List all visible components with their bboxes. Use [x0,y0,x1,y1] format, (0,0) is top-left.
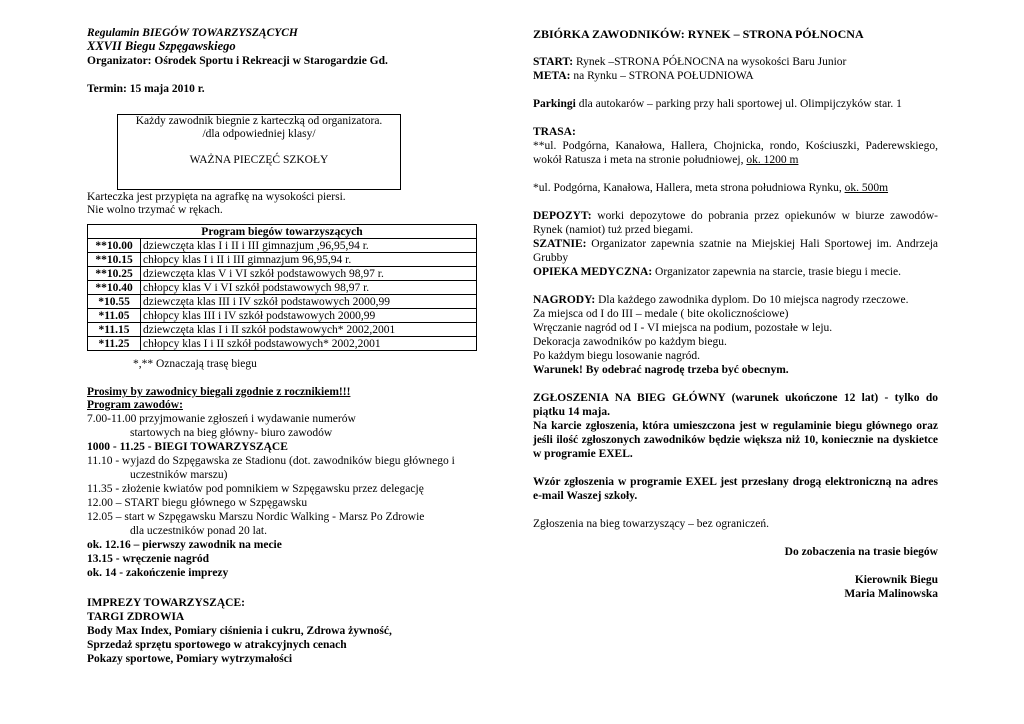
race-desc: dziewczęta klas I i II szkół podstawowych* 2002,2001 [141,323,477,337]
organizer: Organizator: Ośrodek Sportu i Rekreacji w Starogardzie Gd. [87,55,388,67]
awards-info [533,293,908,307]
race-desc: dziewczęta klas I i II i III gimnazjum ,96,95,94 r. [141,239,477,253]
signature-title: Kierownik Biegu [854,574,938,586]
program-item: ok. 12.16 – pierwszy zawodnik na mecie [87,539,282,551]
program-item: 13.15 - wręczenie nagród [87,553,209,565]
lockers-info [533,237,938,265]
race-time: *11.15 [88,323,141,337]
table-row [88,309,477,323]
table-row [88,281,477,295]
card-note-2: Nie wolno trzymać w rękach. [87,204,223,216]
events-item: Sprzedaż sprzętu sportowego w atrakcyjnych cenach [87,639,347,651]
deposit-info [533,209,938,237]
table-header: Program biegów towarzyszących [88,225,477,239]
request-note: Prosimy by zawodnicy biegali zgodnie z rocznikiem!!! [87,386,351,398]
route-long-distance: ok. 1200 m [746,154,799,166]
program-item: ok. 14 - zakończenie imprezy [87,567,229,579]
event-date: Termin: 15 maja 2010 r. [87,83,205,95]
route-note: *,** Oznaczają trasę biegu [133,358,257,370]
main-entries: ZGŁOSZENIA NA BIEG GŁÓWNY (warunek ukończone 12 lat) - tylko do piątku 14 maja. [533,392,938,418]
entry-template-info: Wzór zgłoszenia w programie EXEL jest przesłany drogą elektroniczną na adres e-mail Waszej szkoły. [533,476,938,502]
program-title: Program zawodów: [87,399,183,411]
race-desc: chłopcy klas I i II i III gimnazjum 96,95,94 r. [141,253,477,267]
route-short [533,181,888,195]
farewell: Do zobaczenia na trasie biegów [784,546,938,558]
events-item: Body Max Index, Pomiary ciśnienia i cukru, Zdrowa żywność, [87,625,392,637]
table-row [88,239,477,253]
box-line-2: /dla odpowiedniej klasy/ [202,128,316,140]
route-long [533,139,938,167]
awards-line: Dekoracja zawodników po każdym biegu. [533,336,727,348]
program-item: 11.10 - wyjazd do Szpęgawska ze Stadionu (dot. zawodników biegu głównego i [87,455,455,467]
race-time: *11.05 [88,309,141,323]
events-item: Pokazy sportowe, Pomiary wytrzymałości [87,653,293,665]
rules-title: Regulamin BIEGÓW TOWARZYSZĄCYCH [87,27,298,39]
race-desc: chłopcy klas I i II szkół podstawowych* 2002,2001 [141,337,477,351]
route-long-text: **ul. Podgórna, Kanałowa, Hallera, Chojnicka, rondo, Kościuszki, Paderewskiego, wokół Ratusza i meta na stronie południowej, [533,140,938,166]
program-item: 1000 - 11.25 - BIEGI TOWARZYSZĄCE [87,441,288,453]
table-row [88,295,477,309]
table-row [88,323,477,337]
medical-info [533,265,901,279]
program-item-cont: startowych na bieg główny- biuro zawodów [130,427,333,439]
route-short-text: *ul. Podgórna, Kanałowa, Hallera, meta strona południowa Rynku, [533,182,845,194]
parking-label: Parkingi [533,98,576,110]
medical-text: Organizator zapewnia na starcie, trasie biegu i mecie. [652,266,901,278]
awards-text: Dla każdego zawodnika dyplom. Do 10 miejsca nagrody rzeczowe. [595,294,909,306]
start-label: START: [533,56,574,68]
table-row [88,253,477,267]
race-time: **10.15 [88,253,141,267]
program-item: 11.35 - złożenie kwiatów pod pomnikiem w Szpęgawsku przez delegację [87,483,424,495]
parking-text: dla autokarów – parking przy hali sportowej ul. Olimpijczyków star. 1 [575,98,902,110]
awards-condition: Warunek! By odebrać nagrodę trzeba być obecnym. [533,364,789,376]
race-time: *10.55 [88,295,141,309]
race-desc: dziewczęta klas V i VI szkół podstawowych 98,97 r. [141,267,477,281]
program-item: 12.05 – start w Szpęgawsku Marszu Nordic Walking - Marsz Po Zdrowie [87,511,425,523]
table-header-row [88,225,477,239]
race-desc: chłopcy klas III i IV szkół podstawowych 2000,99 [141,309,477,323]
program-item: 12.00 – START biegu głównego w Szpęgawsku [87,497,308,509]
table-row [88,267,477,281]
start-info [533,55,846,69]
route-label: TRASA: [533,126,576,138]
medical-label: OPIEKA MEDYCZNA: [533,266,653,278]
table-row [88,337,477,351]
finish-text: na Rynku – STRONA POŁUDNIOWA [570,70,754,82]
start-text: Rynek –STRONA PÓŁNOCNA na wysokości Baru Junior [573,56,847,68]
stamp-notice-box [117,114,401,190]
awards-line: Wręczanie nagród od I - VI miejsca na podium, pozostałe w leju. [533,322,833,334]
events-item: TARGI ZDROWIA [87,611,185,623]
box-line-1: Każdy zawodnik biegnie z karteczką od organizatora. [135,115,383,127]
parking-info [533,97,902,111]
finish-info [533,69,754,83]
box-line-3: WAŻNA PIECZĘĆ SZKOŁY [189,154,329,166]
deposit-label: DEPOZYT: [533,210,592,222]
awards-line: Za miejsca od I do III – medale ( bite okolicznościowe) [533,308,789,320]
awards-line: Po każdym biegu losowanie nagród. [533,350,701,362]
race-desc: dziewczęta klas III i IV szkół podstawowych 2000,99 [141,295,477,309]
race-desc: chłopcy klas V i VI szkół podstawowych 98,97 r. [141,281,477,295]
event-name: XXVII Biegu Szpęgawskiego [87,39,236,53]
entry-card-info: Na karcie zgłoszenia, która umieszczona jest w regulaminie biegu głównego oraz jeśli ilość zgłoszonych zawodników będzie większa niż 10, koniecznie na dyskietce w programie EXEL. [533,420,938,460]
awards-label: NAGRODY: [533,294,596,306]
lockers-label: SZATNIE: [533,238,587,250]
race-time: *11.25 [88,337,141,351]
route-short-distance: ok. 500m [844,182,889,194]
side-entries: Zgłoszenia na bieg towarzyszący – bez ograniczeń. [533,518,769,530]
race-time: **10.25 [88,267,141,281]
card-note-1: Karteczka jest przypięta na agrafkę na wysokości piersi. [87,191,346,203]
events-title: IMPREZY TOWARZYSZĄCE: [87,597,245,609]
finish-label: META: [533,70,571,82]
gathering-heading: ZBIÓRKA ZAWODNIKÓW: RYNEK – STRONA PÓŁNOCNA [533,27,864,41]
races-program-table [87,224,477,351]
program-item: 7.00-11.00 przyjmowanie zgłoszeń i wydawanie numerów [87,413,356,425]
signature-name: Maria Malinowska [844,588,938,600]
race-time: **10.00 [88,239,141,253]
program-item-cont: uczestników marszu) [130,469,228,481]
lockers-text: Organizator zapewnia szatnie na Miejskiej Hali Sportowej im. Andrzeja Grubby [533,238,938,264]
deposit-text: worki depozytowe do pobrania przez opiekunów w biurze zawodów- Rynek (namiot) tuż przed biegami. [533,210,938,236]
program-item-cont: dla uczestników ponad 20 lat. [130,525,268,537]
race-time: **10.40 [88,281,141,295]
